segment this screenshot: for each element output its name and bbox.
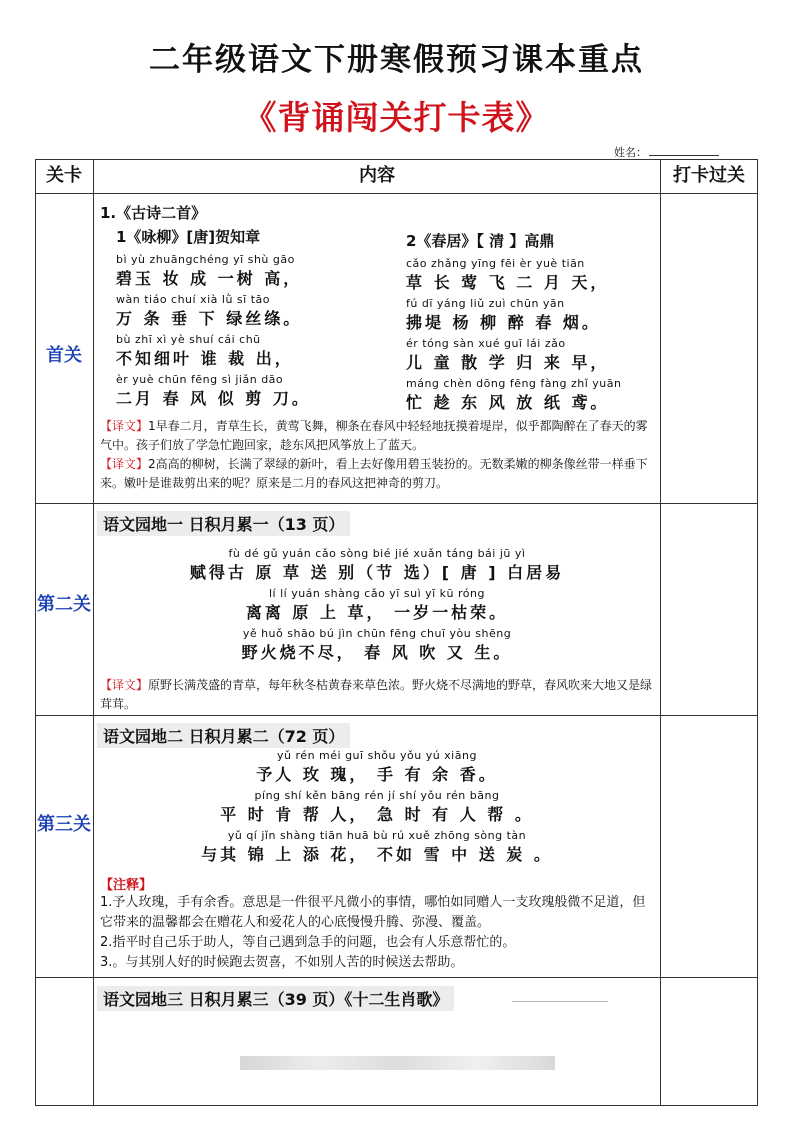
level-1-content <box>94 196 660 502</box>
table-border-bottom <box>35 1105 758 1106</box>
document-subtitle: 《背诵闯关打卡表》 <box>243 98 550 137</box>
poem-b-line: 拂堤 杨 柳 醉 春 烟。 <box>406 313 601 332</box>
level-2-label: 第二关 <box>37 594 91 615</box>
row-divider-3 <box>35 977 758 978</box>
note-item: 1.予人玫瑰，手有余香。意思是一件很平凡微小的事情，哪怕如同赠人一支玫瑰般微不足道，但它带来的温馨都会在赠花人和爱花人的心底慢慢升腾、弥漫、覆盖。 <box>100 895 646 930</box>
sec2-poem <box>94 547 660 663</box>
sec3-sayings <box>94 749 660 865</box>
level-3-content <box>94 717 660 976</box>
table-border-left <box>35 159 36 1106</box>
poem-b <box>406 230 656 413</box>
table-border-right <box>757 159 758 1106</box>
poem-a-pinyin: bù zhī xì yè shuí cái chū <box>116 333 261 346</box>
poem-a <box>116 226 396 409</box>
poem-b-pinyin: fú dī yáng liǔ zuì chūn yān <box>406 297 565 310</box>
sec1-translation-2 <box>100 455 654 493</box>
poem-b-line: 忙 趁 东 风 放 纸 鸢。 <box>406 393 610 412</box>
poem-b-title: 2《春居》【 清 】高鼎 <box>406 232 555 250</box>
poem-a-title: 1《咏柳》[唐]贺知章 <box>116 228 261 246</box>
sec3-line: 与其 锦 上 添 花， 不如 雪 中 送 炭 。 <box>201 845 553 864</box>
sec3-notes <box>100 893 654 973</box>
poem-b-pinyin: ér tóng sàn xué guī lái zǎo <box>406 337 566 350</box>
sec3-note-label: 【注释】 <box>100 878 153 893</box>
check-cell-2[interactable] <box>661 504 757 715</box>
sec4-title: 语文园地三 日积月累三（39 页）《十二生肖歌》 <box>97 986 454 1011</box>
poem-a-pinyin: bì yù zhuāngchéng yī shù gāo <box>116 253 295 266</box>
sec1-title: 1.《古诗二首》 <box>100 204 207 222</box>
sec4-underline <box>512 1001 608 1002</box>
check-cell-1[interactable] <box>661 194 757 503</box>
sec2-pinyin: lí lí yuán shàng cǎo yī suì yī kū róng <box>268 587 485 600</box>
translation-text: 2高高的柳树，长满了翠绿的新叶，看上去好像用碧玉装扮的。无数柔嫩的柳条像丝带一样垂下来。嫩叶是谁裁剪出来的呢？原来是二月的春风这把神奇的剪刀。 <box>100 457 648 490</box>
name-blank[interactable] <box>649 145 719 156</box>
sec2-pinyin: yě huǒ shāo bú jìn chūn fēng chuī yòu shēng <box>242 627 512 640</box>
sec3-pinyin: yǔ qí jǐn shàng tiān huā bù rú xuě zhōng sòng tàn <box>227 829 527 842</box>
poem-b-pinyin: máng chèn dōng fēng fàng zhǐ yuān <box>406 377 622 390</box>
poem-a-pinyin: wàn tiáo chuí xià lǜ sī tāo <box>116 293 270 306</box>
check-cell-3[interactable] <box>661 716 757 977</box>
level-1-label: 首关 <box>46 345 82 366</box>
sec3-pinyin: yǔ rén méi guī shǒu yǒu yú xiāng <box>277 749 477 762</box>
poem-a-line: 万 条 垂 下 绿丝绦。 <box>116 309 303 328</box>
translation-text: 1早春二月，青草生长，黄莺飞舞，柳条在春风中轻轻地抚摸着堤岸，似乎都陶醉在了春天的雾气中。孩子们放了学急忙跑回家，趁东风把风筝放上了蓝天。 <box>100 419 648 452</box>
sec2-line: 野火烧不尽， 春 风 吹 又 生。 <box>241 643 513 662</box>
level-4-content <box>94 979 660 1027</box>
level-2-content <box>94 505 660 714</box>
note-item: 2.指平时自己乐于助人，等自己遇到急手的问题，也会有人乐意帮忙的。 <box>100 935 516 950</box>
sec3-line: 予人 玫 瑰， 手 有 余 香。 <box>256 765 498 784</box>
translation-label: 【译文】 <box>100 678 149 692</box>
sec2-translation <box>100 676 654 714</box>
poem-b-pinyin: cǎo zhǎng yīng fēi èr yuè tiān <box>406 257 585 270</box>
document-title: 二年级语文下册寒假预习课本重点 <box>149 42 644 78</box>
row-divider-1 <box>35 503 758 504</box>
header-level: 关卡 <box>46 165 82 186</box>
sec3-line: 平 时 肯 帮 人， 急 时 有 人 帮 。 <box>220 805 534 824</box>
poem-b-line: 草 长 莺 飞 二 月 天， <box>406 273 610 292</box>
sec3-title: 语文园地二 日积月累二（72 页） <box>97 723 350 748</box>
poem-a-line: 碧玉 妆 成 一树 高， <box>116 269 303 288</box>
sec2-title: 语文园地一 日积月累一（13 页） <box>97 511 350 536</box>
translation-text: 原野长满茂盛的青草，每年秋冬枯黄春来草色浓。野火烧不尽满地的野草，春风吹来大地又是绿茸茸。 <box>100 678 653 711</box>
sec2-pinyin: fù dé gǔ yuán cǎo sòng bié jié xuǎn táng bái jū yì <box>228 547 526 560</box>
poem-b-line: 儿 童 散 学 归 来 早， <box>406 353 610 372</box>
sec1-translation-1 <box>100 417 654 455</box>
note-item: 3.。与其别人好的时候跑去贺喜，不如别人苦的时候送去帮助。 <box>100 955 464 970</box>
poem-a-pinyin: èr yuè chūn fēng sì jiǎn dāo <box>116 373 284 386</box>
poem-a-line: 不知细叶 谁 裁 出， <box>116 349 294 368</box>
sec2-line: 离离 原 上 草， 一岁一枯荣。 <box>245 603 509 622</box>
blurred-watermark <box>240 1056 555 1070</box>
level-3-label: 第三关 <box>37 814 91 835</box>
translation-label: 【译文】 <box>100 419 149 433</box>
sec2-line: 赋得古 原 草 送 别（节 选）[ 唐 ] 白居易 <box>189 563 565 582</box>
translation-label: 【译文】 <box>100 457 149 471</box>
header-check: 打卡过关 <box>673 165 745 186</box>
row-divider-2 <box>35 715 758 716</box>
name-field[interactable] <box>614 144 719 160</box>
poem-a-line: 二月 春 风 似 剪 刀。 <box>116 389 311 408</box>
sec3-pinyin: píng shí kěn bāng rén jí shí yǒu rén bāng <box>254 789 500 802</box>
table-header-divider <box>35 193 758 194</box>
name-label: 姓名： <box>614 146 647 159</box>
header-content: 内容 <box>359 165 395 186</box>
